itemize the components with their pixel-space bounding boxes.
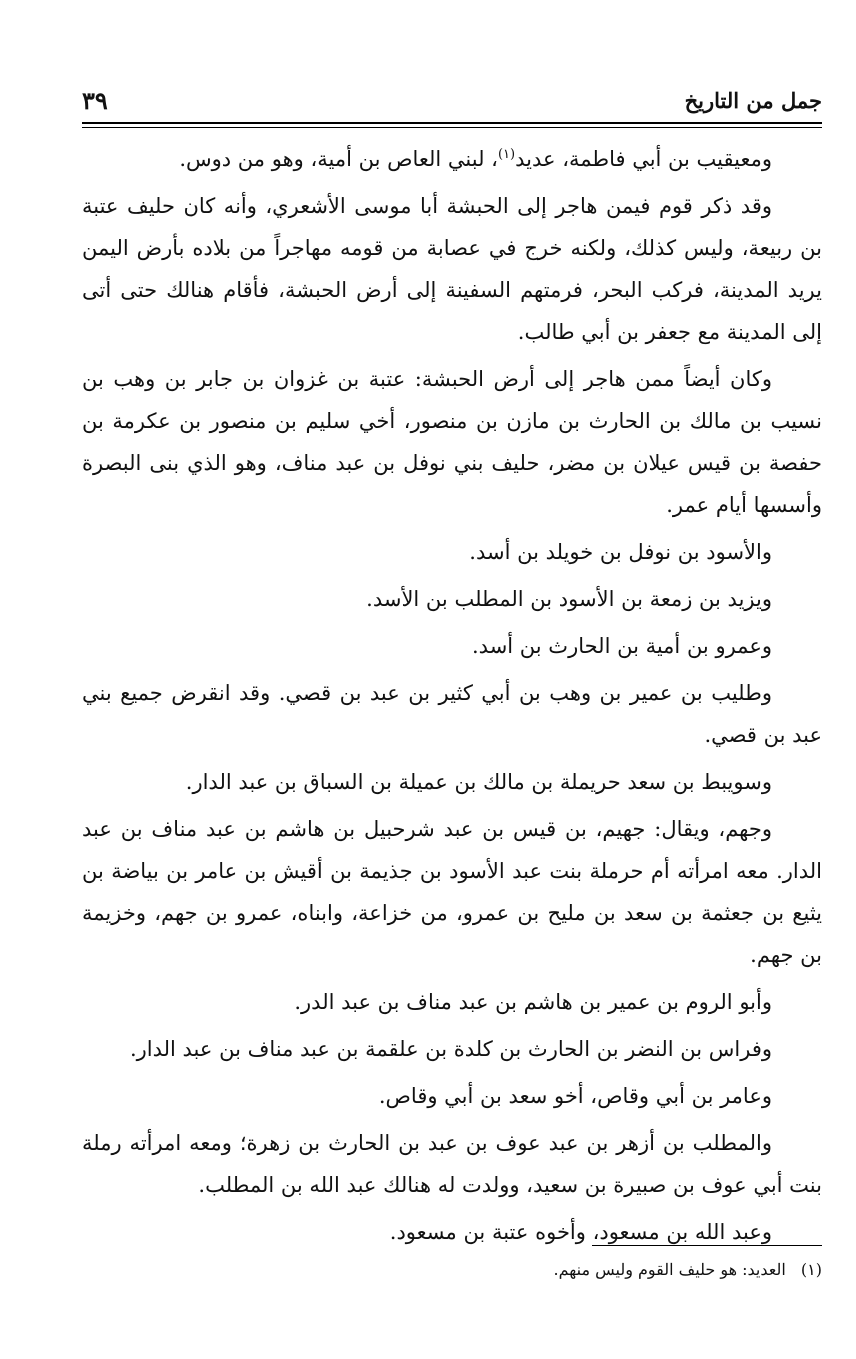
paragraph-10: وأبو الروم بن عمير بن هاشم بن عبد مناف بن عبد الدر. [294, 990, 772, 1014]
header-rule-thick [82, 122, 822, 124]
paragraph-1-text-b: ، لبني العاص بن أمية، وهو من دوس. [179, 147, 498, 171]
paragraph-3: وكان أيضاً ممن هاجر إلى أرض الحبشة: عتبة بن غزوان بن جابر بن وهب بن نسيب بن مالك بن الحارث بن مازن بن منصور، أخي سليم بن منصور بن عكرمة بن حفصة بن قيس عيلان بن مضر، حليف بني نوفل بن عبد مناف، وهو الذي بنى البصرة وأسسها أيام عمر. [82, 367, 822, 517]
paragraph-5: ويزيد بن زمعة بن الأسود بن المطلب بن الأسد. [366, 587, 772, 611]
page-number: ٣٩ [82, 86, 108, 115]
page-header [82, 86, 822, 120]
paragraph-9: وجهم، ويقال: جهيم، بن قيس بن عبد شرحبيل بن هاشم بن عبد مناف بن عبد الدار. معه امرأته أم حرملة بنت عبد الأسود بن جذيمة بن أقيش بن عامر بن بياضة بن يثيع بن جعثمة بن سعد بن مليح بن عمرو، من خزاعة، وابناه، عمرو بن جهم، وخزيمة بن جهم. [82, 817, 822, 967]
header-rule-thin [82, 127, 822, 128]
paragraph-8: وسويبط بن سعد حريملة بن مالك بن عميلة بن السباق بن عبد الدار. [185, 770, 772, 794]
paragraph-1-text-a: ومعيقيب بن أبي فاطمة، عديد [515, 147, 772, 171]
paragraph-4: والأسود بن نوفل بن خويلد بن أسد. [469, 540, 772, 564]
paragraph-7: وطليب بن عمير بن وهب بن أبي كثير بن عبد بن قصي. وقد انقرض جميع بني عبد بن قصي. [82, 681, 822, 747]
paragraph-11: وفراس بن النضر بن الحارث بن كلدة بن علقمة بن عبد مناف بن عبد الدار. [129, 1037, 772, 1061]
paragraph-1 [82, 138, 822, 180]
main-text [82, 138, 822, 1258]
footnote-divider [592, 1245, 822, 1246]
paragraph-12: وعامر بن أبي وقاص، أخو سعد بن أبي وقاص. [378, 1084, 772, 1108]
paragraph-2: وقد ذكر قوم فيمن هاجر إلى الحبشة أبا موسى الأشعري، وأنه كان حليف عتبة بن ربيعة، وليس كذلك، ولكنه خرج في عصابة من قومه مهاجراً من بلاده بأرض اليمن يريد المدينة، فركب البحر، فرمتهم السفينة إلى أرض الحبشة، فأقام هنالك حتى أتى إلى المدينة مع جعفر بن أبي طالب. [82, 194, 822, 344]
footnote-text: العديد: هو حليف القوم وليس منهم. [553, 1260, 786, 1279]
running-title: جمل من التاريخ [684, 88, 822, 113]
paragraph-6: وعمرو بن أمية بن الحارث بن أسد. [472, 634, 772, 658]
footnote-reference: (١) [497, 147, 516, 162]
paragraph-14: وعبد الله بن مسعود، وأخوه عتبة بن مسعود. [389, 1220, 772, 1244]
footnote [82, 1256, 822, 1284]
paragraph-13: والمطلب بن أزهر بن عبد عوف بن عبد بن الحارث بن زهرة؛ ومعه امرأته رملة بنت أبي عوف بن صبيرة بن سعيد، وولدت له هنالك عبد الله بن المطلب. [82, 1131, 822, 1197]
footnote-number: (١) [800, 1260, 822, 1279]
